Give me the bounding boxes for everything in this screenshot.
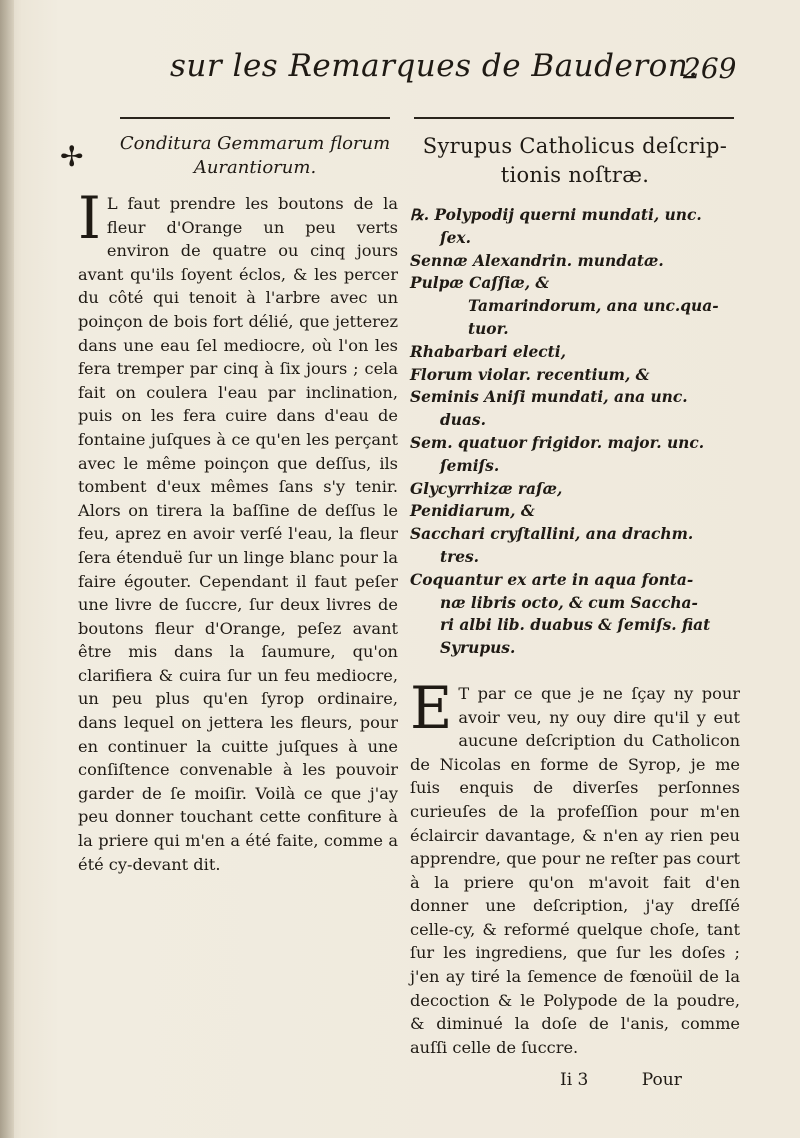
recipe-line: Glycyrrhizæ raſæ, bbox=[410, 479, 563, 498]
recipe-line: tres. bbox=[440, 547, 480, 566]
recipe-line: ſemiſs. bbox=[440, 456, 500, 475]
recipe-line: næ libris octo, & cum Saccha- bbox=[440, 593, 698, 612]
recipe-line: Seminis Aniſi mundati, ana unc. bbox=[410, 388, 688, 407]
left-heading-line1: Conditura Gemmarum florum bbox=[119, 133, 391, 154]
recipe-line: Pulpæ Caſſiæ, & bbox=[410, 274, 550, 293]
right-heading-line2: tionis noſtræ. bbox=[500, 163, 650, 187]
right-header-rule bbox=[414, 117, 734, 119]
recipe-block bbox=[410, 204, 740, 660]
left-dropcap: I bbox=[78, 184, 101, 252]
left-header-rule bbox=[120, 117, 390, 119]
left-paragraph-text: L faut prendre les boutons de la fleur d'Orange un peu verts environ de quatre ou cinq jours avant qu'ils ſoyent éclos, & les percer du côté qui tenoit à l'arbre avec un poinçon de bois fort délié, que jetterez dans une eau ſel mediocre, où l'on les fera tremper par cinq à ſix jours ; cela fait on coulera l'eau par inclination, puis on les fera cuire dans d'eau de fontaine juſques à ce qu'en les perçant avec le même poinçon que deſſus, ils tombent d'eux mêmes ſans s'y tenir. Alors on tirera la baſſine de deſſus le feu, aprez en avoir verſé l'eau, la fleur ſera étenduë ſur un linge blanc pour la faire égouter. Cependant il faut peſer une livre de ſuccre, ſur deux livres de boutons fleur d'Orange, peſez avant être mis dans la ſaumure, qu'on clarifiera & cuira ſur un feu mediocre, un peu plus qu'en ſyrop ordinaire, dans lequel on jettera les fleurs, pour en continuer la cuitte juſques à une conſiſtence convenable à les pouvoir garder de ſe moiſir. Voilà ce que j'ay peu donner touchant cette confiture à la priere qui m'en a été faite, comme a été cy-devant dit. bbox=[78, 194, 398, 874]
recipe-line: Tamarindorum, ana unc.qua- bbox=[468, 297, 719, 316]
left-paragraph bbox=[78, 184, 398, 876]
recipe-line: ri albi lib. duabus & ſemiſs. fiat bbox=[440, 616, 711, 635]
recipe-line: Sennæ Alexandrin. mundatæ. bbox=[410, 251, 664, 270]
recipe-line: tuor. bbox=[468, 319, 509, 338]
right-column bbox=[410, 132, 740, 1059]
recipe-line: Penidiarum, & bbox=[410, 502, 535, 521]
right-heading-line1: Syrupus Catholicus deſcrip- bbox=[422, 134, 728, 158]
right-dropcap: E bbox=[410, 673, 453, 742]
recipe-line: Sacchari cryſtallini, ana drachm. bbox=[410, 525, 694, 544]
recipe-line: duas. bbox=[440, 411, 486, 430]
recipe-line: Sem. quatuor frigidor. major. unc. bbox=[410, 433, 705, 452]
right-paragraph bbox=[410, 673, 740, 1060]
margin-cross-mark: ✢ bbox=[60, 140, 84, 173]
left-heading-line2: Aurantiorum. bbox=[193, 157, 317, 178]
running-title: sur les Remarques de Bauderon. bbox=[170, 48, 699, 84]
right-paragraph-text: T par ce que je ne ſçay ny pour avoir veu, ny ouy dire qu'il y eut aucune deſcription du Catholicon de Nicolas en forme de Syrop, je me ſuis enquis de diverſes perſonnes curieuſes de la profeſſion pour m'en éclaircir davantage, & n'en ay rien peu apprendre, que pour ne reſter pas court à la priere qu'on m'avoit fait d'en donner une deſcription, j'ay dreſſé celle-cy, & reformé quelque choſe, tant ſur les ingrediens, que ſur les doſes ; j'en ay tiré la ſemence de fœnoüil de la decoction & le Polypode de la poudre, & diminué la doſe de l'anis, comme auſſi celle de ſuccre. bbox=[410, 683, 740, 1057]
recipe-line: Florum violar. recentium, & bbox=[410, 365, 650, 384]
left-column bbox=[78, 132, 398, 876]
page-number: 269 bbox=[683, 52, 737, 85]
recipe-line: Syrupus. bbox=[440, 639, 516, 658]
signature-mark: Ii 3 bbox=[560, 1070, 589, 1090]
recipe-line: ℞. Polypodij querni mundati, unc. bbox=[410, 206, 702, 224]
recipe-line: ſex. bbox=[440, 228, 471, 247]
recipe-line: Rhabarbari electi, bbox=[410, 342, 566, 361]
page-footer bbox=[560, 1070, 730, 1090]
catchword: Pour bbox=[641, 1070, 682, 1090]
binding-gutter bbox=[0, 0, 14, 1138]
recipe-line: Coquantur ex arte in aqua fonta- bbox=[410, 570, 694, 589]
